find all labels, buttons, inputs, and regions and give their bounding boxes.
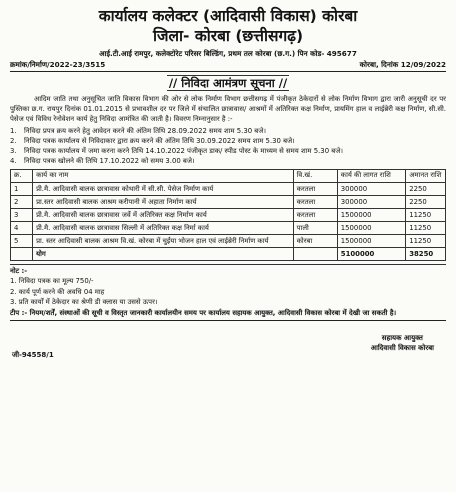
table-header-row: [11, 170, 446, 183]
header-deposit: अमानत राशि: [406, 170, 446, 183]
office-address: आई.टी.आई रामपुर, कलेक्टोरेट परिसर बिल्डिंग, प्रथम तल कोरबा (छ.ग.) पिन कोड- 495677: [99, 49, 357, 58]
cell-deposit: 2250: [406, 195, 446, 208]
point-text: निविदा पत्रक खोलने की तिथि 17.10.2022 को समय 3.00 बजे।: [24, 157, 195, 166]
cell-block: कोरबा: [293, 234, 337, 247]
signatory-title: सहायक आयुक्त: [381, 333, 423, 342]
cell-deposit: 2250: [406, 182, 446, 195]
cell-sn: 5: [11, 234, 33, 247]
cell-block: करतला: [293, 195, 337, 208]
point-text: निविदा पत्रक कार्यालय से निविदाकार द्वारा क्रय करने की अंतिम तिथि 30.09.2022 समय शाम 5.30 बजे।: [24, 136, 295, 145]
cell-block: करतला: [293, 208, 337, 221]
cell-work-name: प्री.मै. आदिवासी बालक छात्रावास जर्वे में अतिरिक्त कक्ष निर्माण कार्य: [33, 208, 294, 221]
point-text: निविदा पत्रक कार्यालय में जमा करना करने तिथि 14.10.2022 पंजीकृत डाक/ स्पीड पोस्ट के माध्यम से समय शाम 5.30 बजे।: [24, 147, 343, 156]
cell-work-name: प्रा. स्तर आदिवासी बालक आश्रम वि.खं. कोरबा में चुईंया भोजन हाल एवं लाईब्रेरी निर्माण कार्य: [33, 234, 294, 247]
table-row: [11, 234, 446, 247]
note-item: 2. कार्य पूर्ण करने की अवधि 04 माह: [10, 287, 105, 296]
cell-empty: [293, 247, 337, 260]
point-item: [10, 136, 446, 146]
cell-sn: 2: [11, 195, 33, 208]
point-item: [10, 156, 446, 166]
reference-row: [10, 59, 446, 72]
total-label: योग: [33, 247, 294, 260]
header-cost: कार्य की लागत राशि: [337, 170, 405, 183]
header-sn: क्र.: [11, 170, 33, 183]
reference-date: कोरबा, दिनांक 12/09/2022: [359, 60, 446, 69]
header-work-name: कार्य का नाम: [33, 170, 294, 183]
cell-cost: 1500000: [337, 221, 405, 234]
signature-block: [371, 333, 434, 353]
point-text: निविदा प्रपत्र क्रय करने हेतु आवेदन करने की अंतिम तिथि 28.09.2022 समय शाम 5.30 बजे।: [24, 126, 266, 135]
tip-note: टीप :- नियम/शर्तें, संस्थाओं की सूची व विस्तृत जानकारी कार्यालयीन समय पर कार्यालय सहायक आयुक्त, आदिवासी विकास कोरबा में देखी जा सकती है।: [10, 308, 446, 321]
point-item: [10, 146, 446, 156]
cell-cost: 1500000: [337, 234, 405, 247]
note-item: 3. प्रति कार्यों में ठेकेदार का श्रेणी डी क्लास या उससे ऊपर।: [10, 298, 158, 307]
table-row: [11, 195, 446, 208]
cell-sn: 4: [11, 221, 33, 234]
footer: [10, 321, 446, 365]
cell-block: करतला: [293, 182, 337, 195]
cell-sn: 3: [11, 208, 33, 221]
signatory-office: आदिवासी विकास कोरबा: [370, 343, 434, 352]
cell-cost: 300000: [337, 182, 405, 195]
table-row: [11, 221, 446, 234]
cell-deposit: 11250: [406, 221, 446, 234]
cell-deposit: 11250: [406, 234, 446, 247]
point-item: [10, 126, 446, 136]
total-cost: 5100000: [337, 247, 405, 260]
notes-section: [10, 264, 446, 308]
cell-work-name: प्रा.स्तर आदिवासी बालक आश्रम करीपानी में अहाता निर्माण कार्य: [33, 195, 294, 208]
cell-cost: 300000: [337, 195, 405, 208]
notice-heading: [10, 75, 446, 91]
cell-deposit: 11250: [406, 208, 446, 221]
intro-paragraph: आदिम जाति तथा अनुसूचित जाति विकास विभाग की ओर से लोक निर्माण विभाग छत्तीसगढ़ में पंजीकृत ठेकेदारों से लोक निर्माण विभाग द्वारा जारी अनुसूची दर पर पुस्तिका छ.ग. रायपुर दिनांक 01.01.2015 से प्रभावशील दर पर जिले में संचालित छात्रावास/ आश्रमों में अतिरिक्त कक्ष निर्माण, प्रायमिंग हाल व लाईब्रेरी कक्ष निर्माण, सी.सी. पेसेज एवं विविध रेनोवेशन कार्य हेतु निविदा आमंत्रित की जाती है। विवरण निम्नानुसार है :-: [10, 95, 446, 124]
point-number: 1.: [10, 126, 17, 135]
cell-sn: 1: [11, 182, 33, 195]
cell-work-name: प्री.मै. आदिवासी बालक छात्रावास कोथारी में सी.सी. पेसेज निर्माण कार्य: [33, 182, 294, 195]
note-item: 1. निविदा पत्रक का मूल्य 750/-: [10, 277, 94, 286]
reference-number: क्रमांक/निर्माण/2022-23/3515: [10, 60, 106, 69]
table-total-row: [11, 247, 446, 260]
district-title: जिला- कोरबा (छत्तीसगढ़): [152, 27, 304, 45]
header-block: वि.खं.: [293, 170, 337, 183]
office-title: कार्यालय कलेक्टर (आदिवासी विकास) कोरबा: [98, 7, 358, 25]
table-row: [11, 182, 446, 195]
date-points: [10, 126, 446, 167]
works-table: [10, 169, 446, 261]
cell-cost: 1500000: [337, 208, 405, 221]
cell-block: पाली: [293, 221, 337, 234]
point-number: 2.: [10, 136, 17, 145]
point-number: 3.: [10, 147, 17, 156]
notice-title: // निविदा आमंत्रण सूचना //: [168, 76, 288, 90]
cell-work-name: प्री.मै. आदिवासी बालक छात्रावास सिल्ली में अतिरिक्त कक्ष निर्मा कार्य: [33, 221, 294, 234]
notes-heading: नोट :-: [10, 266, 28, 275]
cell-empty: [11, 247, 33, 260]
publication-ref: जी-94558/1: [12, 350, 54, 359]
total-deposit: 38250: [406, 247, 446, 260]
table-row: [11, 208, 446, 221]
point-number: 4.: [10, 157, 17, 166]
